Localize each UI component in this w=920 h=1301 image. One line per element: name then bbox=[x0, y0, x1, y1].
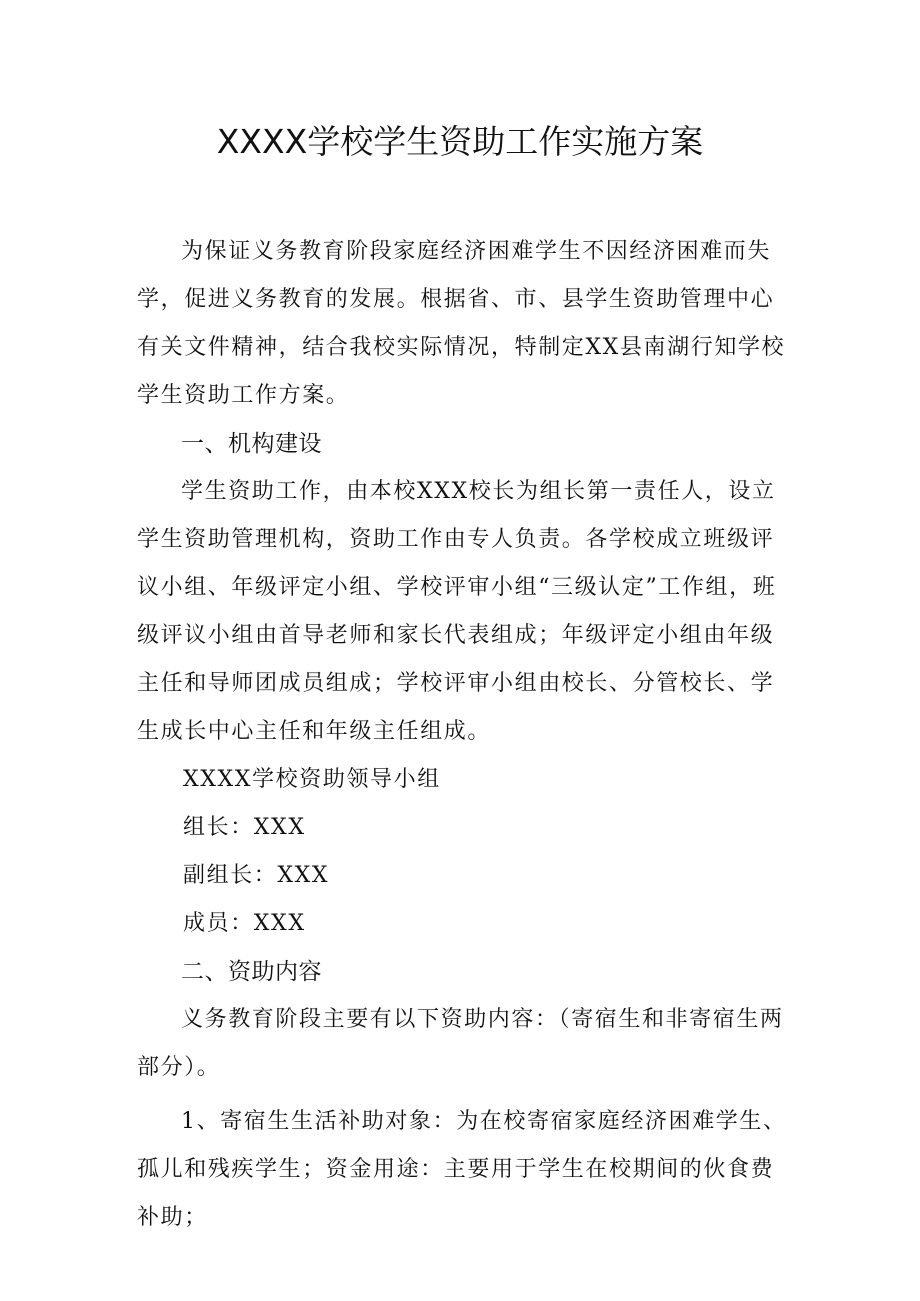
leader-line: 组长：XXX bbox=[183, 815, 306, 840]
item1-paragraph: 1、寄宿生生活补助对象：为在校寄宿家庭经济困难学生、孤儿和残疾学生；资金用途：主要用于学生在校期间的伙食费补助； bbox=[137, 1109, 787, 1230]
intro-paragraph: 为保证义务教育阶段家庭经济困难学生不因经济困难而失学，促进义务教育的发展。根据省、市、县学生资助管理中心有关文件精神，结合我校实际情况，特制定XX县南湖行知学校学生资助工作方案。 bbox=[137, 239, 786, 408]
section2-paragraph: 义务教育阶段主要有以下资助内容：（寄宿生和非寄宿生两部分）。 bbox=[137, 1007, 784, 1080]
document-title: XXXX学校学生资助工作实施方案 bbox=[216, 122, 704, 161]
leadership-group-line: XXXX学校资助领导小组 bbox=[183, 767, 441, 792]
section1-paragraph: 学生资助工作，由本校XXX校长为组长第一责任人，设立学生资助管理机构，资助工作由专人负责。各学校成立班级评议小组、年级评定小组、学校评审小组“三级认定”工作组，班级评议小组由首导老师和家长代表组成；年级评定小组由年级主任和导师团成员组成；学校评审小组由校长、分管校长、学生成长中心主任和年级主任组成。 bbox=[137, 479, 777, 744]
deputy-leader-line: 副组长：XXX bbox=[183, 863, 330, 888]
section1-heading: 一、机构建设 bbox=[181, 431, 322, 457]
document-body bbox=[137, 228, 797, 1242]
section2-heading: 二、资助内容 bbox=[181, 959, 322, 985]
members-line: 成员：XXX bbox=[183, 911, 306, 936]
